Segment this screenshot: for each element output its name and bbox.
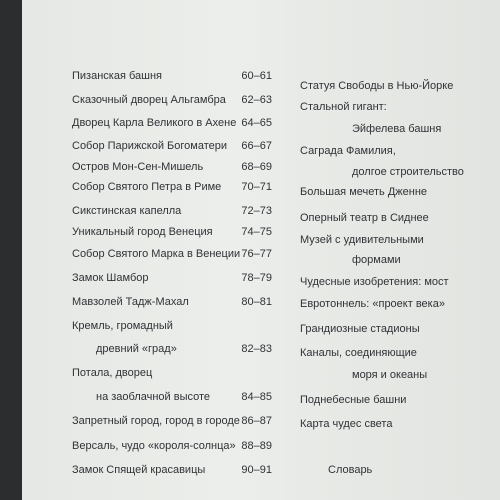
toc-entry: Запретный город, город в городе 86–87 (72, 415, 272, 427)
toc-entry: на заоблачной высоте 84–85 (96, 391, 272, 403)
toc-entry: Саграда Фамилия, (300, 145, 396, 157)
toc-entry: Музей с удивительными (300, 234, 424, 246)
toc-entry: древний «град» 82–83 (96, 343, 272, 355)
toc-entry: Мавзолей Тадж-Махал 80–81 (72, 296, 272, 308)
toc-entry: Карта чудес света (300, 418, 393, 430)
toc-entry: Поднебесные башни (300, 394, 407, 406)
toc-entry: Сказочный дворец Альгамбра 62–63 (72, 94, 272, 106)
toc-entry: Собор Парижской Богоматери 66–67 (72, 140, 272, 152)
toc-entry: Собор Святого Марка в Венеции 76–77 (72, 248, 272, 260)
toc-entry: Грандиозные стадионы (300, 323, 420, 335)
toc-entry: Евротоннель: «проект века» (300, 298, 445, 310)
toc-entry: Сикстинская капелла 72–73 (72, 205, 272, 217)
toc-entry: Эйфелева башня (352, 123, 442, 135)
toc-entry: Большая мечеть Дженне (300, 186, 428, 198)
toc-entry: Замок Шамбор 78–79 (72, 272, 272, 284)
toc-entry: Дворец Карла Великого в Ахене 64–65 (72, 117, 272, 129)
toc-entry: Уникальный город Венеция 74–75 (72, 226, 272, 238)
toc-entry: Собор Святого Петра в Риме 70–71 (72, 181, 272, 193)
book-page (22, 0, 500, 500)
toc-entry: Стальной гигант: (300, 101, 387, 113)
toc-entry: долгое строительство (352, 166, 464, 178)
toc-entry: Остров Мон-Сен-Мишель 68–69 (72, 161, 272, 173)
toc-entry: Замок Спящей красавицы 90–91 (72, 464, 272, 476)
toc-entry: Потала, дворец (72, 367, 153, 379)
toc-entry: Кремль, громадный (72, 320, 173, 332)
toc-entry: моря и океаны (352, 369, 428, 381)
toc-entry: Каналы, соединяющие (300, 347, 417, 359)
toc-entry: формами (352, 254, 401, 266)
toc-entry: Оперный театр в Сиднее (300, 212, 429, 224)
toc-entry: Версаль, чудо «короля-солнца» 88–89 (72, 440, 272, 452)
toc-entry: Чудесные изобретения: мост (300, 276, 449, 288)
toc-entry: Пизанская башня 60–61 (72, 70, 272, 82)
toc-entry: Словарь (328, 464, 373, 476)
toc-entry: Статуя Свободы в Нью-Йорке (300, 80, 454, 92)
